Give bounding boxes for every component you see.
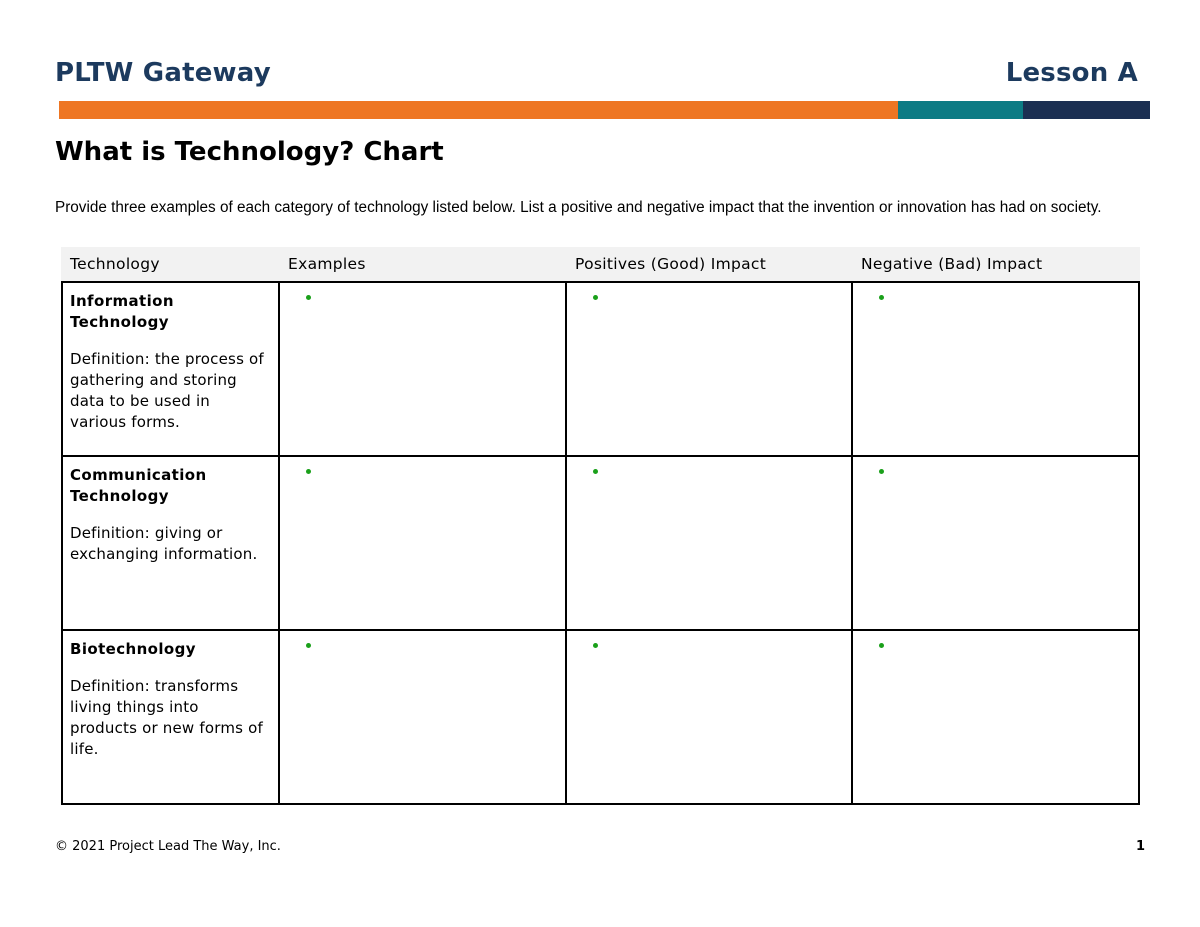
bullet-icon <box>306 643 311 648</box>
examples-cell[interactable] <box>280 457 567 629</box>
positives-cell[interactable] <box>567 283 853 455</box>
category-cell <box>63 283 280 455</box>
bar-teal-segment <box>898 101 1023 119</box>
table-row <box>63 457 1138 631</box>
category-cell <box>63 457 280 629</box>
page-number: 1 <box>1135 839 1145 854</box>
table-row <box>63 283 1138 457</box>
bullet-icon <box>306 469 311 474</box>
bullet-icon <box>879 643 884 648</box>
bullet-icon <box>593 643 598 648</box>
bar-orange-segment <box>59 101 898 119</box>
page-title: What is Technology? Chart <box>55 137 444 167</box>
bar-navy-segment <box>1023 101 1150 119</box>
header-positives: Positives (Good) Impact <box>575 255 767 273</box>
header-examples: Examples <box>288 255 366 273</box>
category-cell <box>63 631 280 803</box>
lesson-label: Lesson A <box>1005 58 1138 88</box>
category-definition: Definition: transforms living things into products or new forms of life. <box>70 677 263 758</box>
negatives-cell[interactable] <box>853 631 1138 803</box>
bullet-icon <box>306 295 311 300</box>
category-definition: Definition: the process of gathering and storing data to be used in various forms. <box>70 350 264 431</box>
technology-chart <box>61 247 1140 805</box>
bullet-icon <box>879 469 884 474</box>
examples-cell[interactable] <box>280 631 567 803</box>
copyright-text: © 2021 Project Lead The Way, Inc. <box>55 839 281 854</box>
brand-title: PLTW Gateway <box>55 58 271 88</box>
category-definition: Definition: giving or exchanging information. <box>70 524 258 563</box>
bullet-icon <box>593 469 598 474</box>
positives-cell[interactable] <box>567 631 853 803</box>
category-name: Information Technology <box>70 292 174 331</box>
table-row <box>63 631 1138 805</box>
positives-cell[interactable] <box>567 457 853 629</box>
category-name: Communication Technology <box>70 466 207 505</box>
bullet-icon <box>593 295 598 300</box>
header-technology: Technology <box>70 255 160 273</box>
negatives-cell[interactable] <box>853 283 1138 455</box>
category-name: Biotechnology <box>70 640 196 658</box>
bullet-icon <box>879 295 884 300</box>
table-header-row <box>61 247 1140 281</box>
instructions-text: Provide three examples of each category of technology listed below. List a positive and negative impact that the invention or innovation has had on society. <box>55 199 1102 216</box>
header-color-bar <box>59 101 1150 119</box>
header-negative: Negative (Bad) Impact <box>861 255 1043 273</box>
negatives-cell[interactable] <box>853 457 1138 629</box>
table-body <box>61 281 1140 805</box>
examples-cell[interactable] <box>280 283 567 455</box>
